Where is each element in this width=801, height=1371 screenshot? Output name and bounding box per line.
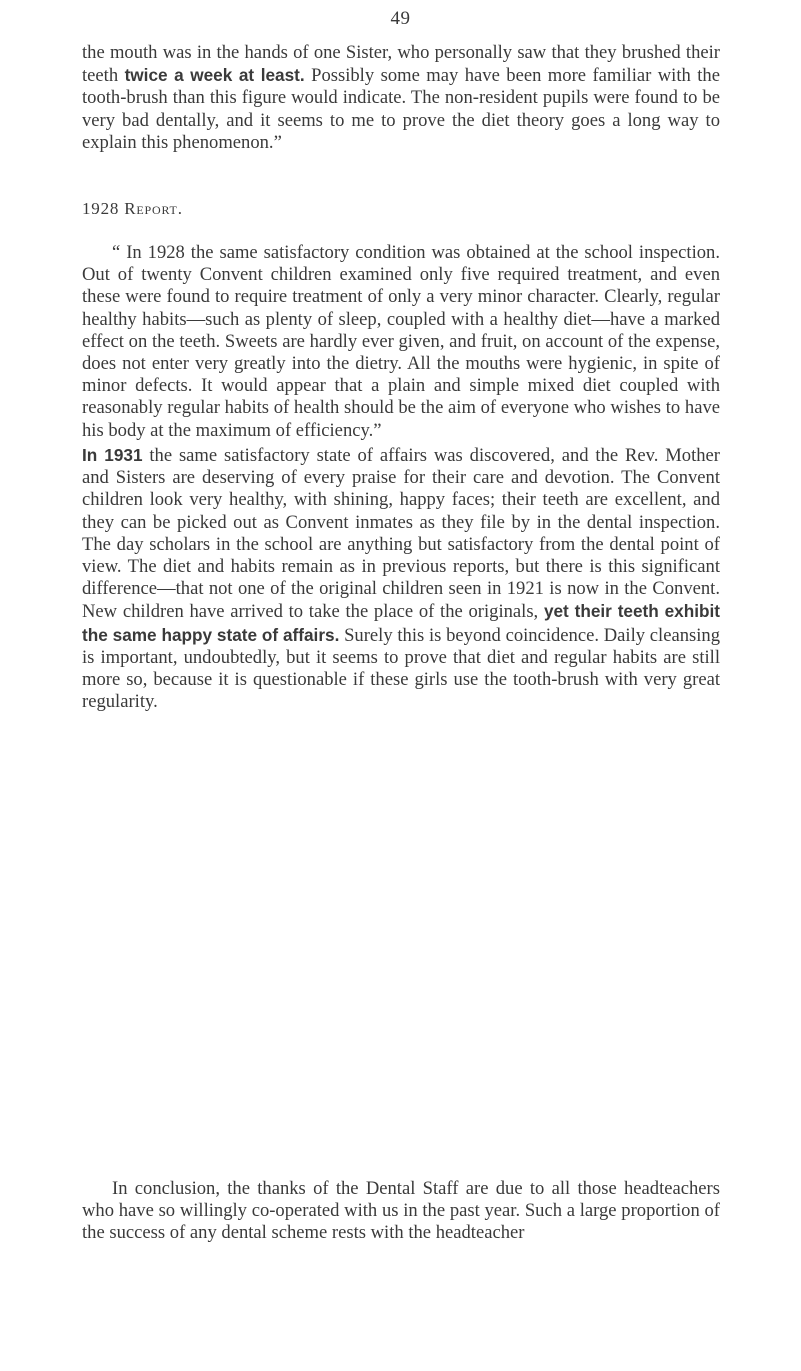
report-1931-paragraph <box>82 444 720 713</box>
conclusion-paragraph <box>82 1178 720 1245</box>
continuation-text-end: Possibly some may have been more familiar with the tooth-brush than this figure would indicate. The non-resident pupils were found to be very bad dentally, and it seems to me to prove the diet theory goes a long way to explain this phenomenon.” <box>82 65 720 153</box>
page-number: 49 <box>390 8 411 29</box>
report-1931-text-start: the same satisfactory state of affairs was discovered, and the Rev. Mother and Sisters are deserving of every praise for their care and devotion. The Convent children look very healthy, with shining, happy faces; their teeth are excellent, and they can be picked out as Convent inmates as they file by in the dental inspection. The day scholars in the school are anything but satisfactory from the dental point of view. The diet and habits remain as in previous reports, but there is this significant difference—that not one of the original children seen in 1921 is now in the Convent. New children have arrived to take the place of the originals, <box>82 445 720 623</box>
report-1928-paragraph <box>82 242 720 442</box>
report-1931-text-end: Surely this is beyond coincidence. Daily cleansing is important, undoubtedly, but it seems to prove that diet and regular habits are still more so, because it is questionable if these girls use the tooth-brush with very great regularity. <box>82 624 720 713</box>
continuation-bold-phrase: twice a week at least. <box>124 65 305 86</box>
report-heading-label: Report. <box>124 199 183 218</box>
report-1928-text: “ In 1928 the same satisfactory condition was obtained at the school inspection. Out of twenty Convent children examined only five required treatment, and even these were found to require treatment of only a very minor character. Clearly, regular healthy habits—such as plenty of sleep, coupled with a healthy diet—have a marked effect on the teeth. Sweets are hardly ever given, and fruit, on account of the expense, does not enter very greatly into the dietry. All the mouths were hygienic, in spite of minor defects. It would appear that a plain and simple mixed diet coupled with reasonably regular habits of health should be the aim of everyone who wishes to have his body at the maximum of efficiency.” <box>82 242 720 441</box>
report-heading <box>82 199 183 219</box>
report-heading-year: 1928 <box>82 199 120 218</box>
continuation-paragraph <box>82 42 720 154</box>
report-1931-bold-phrase: yet their teeth exhibit the same happy state of affairs. <box>82 601 721 645</box>
continuation-text-start: the mouth was in the hands of one Sister, who personally saw that they brushed their teeth <box>82 42 720 87</box>
conclusion-text: In conclusion, the thanks of the Dental Staff are due to all those headteachers who have so willingly co-operated with us in the past year. Such a large proportion of the success of any dental scheme rests with the headteacher <box>82 1178 720 1244</box>
report-1931-lead: In 1931 <box>82 445 143 465</box>
